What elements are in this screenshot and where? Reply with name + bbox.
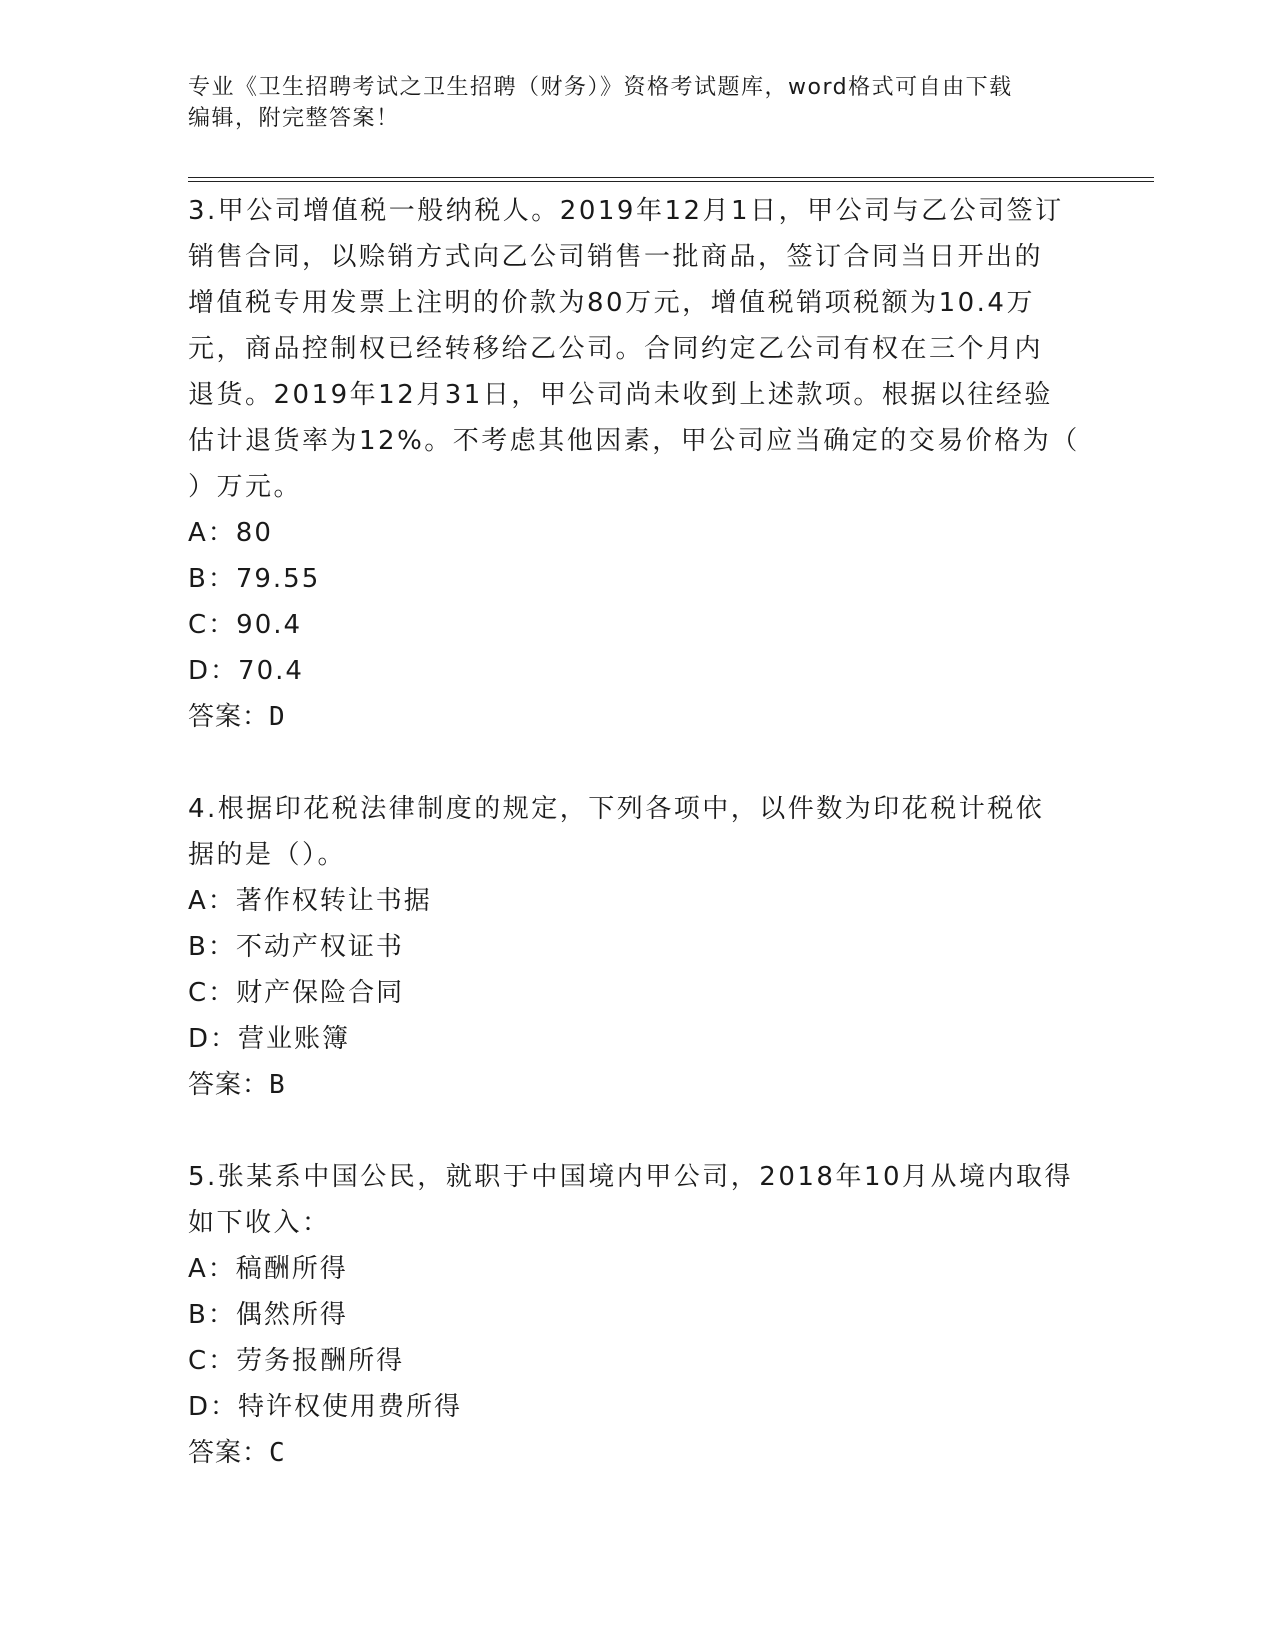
question-line: 4.根据印花税法律制度的规定，下列各项中，以件数为印花税计税依 [188,794,1045,824]
option-b: B：偶然所得 [188,1300,348,1330]
option-a: A：著作权转让书据 [188,886,432,916]
question-line: 如下收入： [188,1208,331,1238]
spacer [188,740,1088,786]
question-line: 退货。2019年12月31日，甲公司尚未收到上述款项。根据以往经验 [188,380,1053,410]
option-c: C：财产保险合同 [188,978,405,1008]
answer-label: 答案： [188,702,270,732]
answer-line [188,694,1088,740]
question-line: 销售合同，以赊销方式向乙公司销售一批商品，签订合同当日开出的 [188,242,1044,272]
answer-line [188,1062,1088,1108]
option-a: A：80 [188,518,273,548]
question-line: ）万元。 [188,472,303,502]
question-list [188,188,1088,1476]
question-line: 估计退货率为12%。不考虑其他因素，甲公司应当确定的交易价格为（ [188,426,1080,456]
header-divider [188,177,1154,178]
question-line: 元，商品控制权已经转移给乙公司。合同约定乙公司有权在三个月内 [188,334,1044,364]
option-b: B：79.55 [188,564,321,594]
answer-label: 答案： [188,1438,270,1468]
question-block [188,1154,1088,1476]
option-d: D：营业账簿 [188,1024,351,1054]
question-block [188,188,1088,740]
answer-label: 答案： [188,1070,270,1100]
header-line: 编辑，附完整答案！ [188,106,400,131]
question-line: 5.张某系中国公民，就职于中国境内甲公司，2018年10月从境内取得 [188,1162,1074,1192]
option-a: A：稿酬所得 [188,1254,348,1284]
question-line: 3.甲公司增值税一般纳税人。2019年12月1日，甲公司与乙公司签订 [188,196,1064,226]
answer-line [188,1430,1088,1476]
answer-value: B [269,1070,286,1100]
document-header [188,72,1088,134]
option-d: D：特许权使用费所得 [188,1392,463,1422]
question-line: 增值税专用发票上注明的价款为80万元，增值税销项税额为10.4万 [188,288,1035,318]
header-divider [188,181,1154,182]
question-block [188,786,1088,1108]
header-line: 专业《卫生招聘考试之卫生招聘（财务）》资格考试题库，word格式可自由下载 [188,75,1013,100]
option-b: B：不动产权证书 [188,932,404,962]
answer-value: D [269,702,286,732]
option-d: D：70.4 [188,656,304,686]
option-c: C：劳务报酬所得 [188,1346,405,1376]
spacer [188,1108,1088,1154]
answer-value: C [269,1438,286,1468]
question-line: 据的是（）。 [188,840,347,870]
option-c: C：90.4 [188,610,303,640]
